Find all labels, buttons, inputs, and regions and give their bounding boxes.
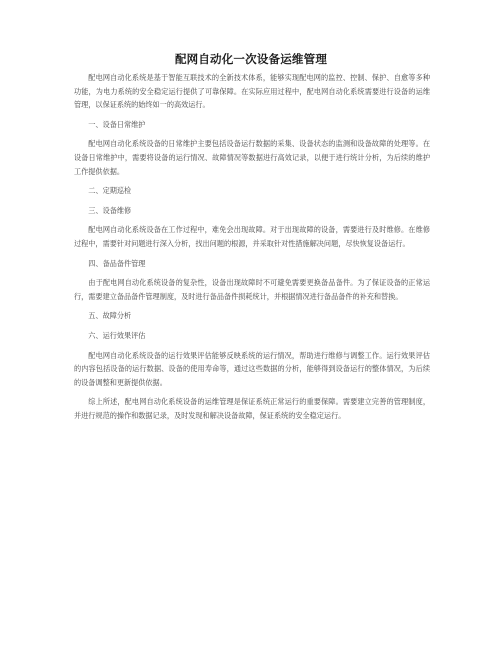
repair-paragraph: 配电网自动化系统设备在工作过程中，难免会出现故障。对于出现故障的设备，需要进行及时维修。在维修过程中，需要针对问题进行深入分析，找出问题的根源，并采取针对性措施解决问题，尽快恢复设备运行。: [74, 225, 430, 248]
section-heading-daily-maintenance: 一、设备日常维护: [88, 119, 146, 129]
section-heading-repair: 三、设备维修: [88, 205, 132, 215]
section-heading-periodic-inspection: 二、定期巡检: [88, 186, 132, 196]
performance-evaluation-paragraph: 配电网自动化系统设备的运行效果评估能够反映系统的运行情况，帮助进行维修与调整工作。运行效果评估的内容包括设备的运行数据、设备的使用寿命等，通过这些数据的分析，能够得到设备运行的整体情况，为后续的设备调整和更新提供依据。: [74, 350, 430, 387]
document-title: 配网自动化一次设备运维管理: [174, 52, 328, 66]
section-heading-spare-parts: 四、备品备件管理: [88, 258, 146, 268]
section-heading-fault-analysis: 五、故障分析: [88, 311, 132, 321]
section-heading-performance-evaluation: 六、运行效果评估: [88, 330, 146, 340]
daily-maintenance-paragraph: 配电网自动化系统设备的日常维护主要包括设备运行数据的采集、设备状态的监测和设备故障的处理等。在设备日常维护中，需要将设备的运行情况、故障情况等数据进行高效记录，以便于进行统计分析，为后续的维护工作提供依据。: [74, 139, 430, 176]
conclusion-paragraph: 综上所述，配电网自动化系统设备的运维管理是保证系统正常运行的重要保障。需要建立完善的管理制度，并进行规范的操作和数据记录，及时发现和解决设备故障，保证系统的安全稳定运行。: [74, 397, 430, 420]
intro-paragraph: 配电网自动化系统是基于智能互联技术的全新技术体系，能够实现配电网的监控、控制、保护、自愈等多种功能，为电力系统的安全稳定运行提供了可靠保障。在实际应用过程中，配电网自动化系统需要进行设备的运维管理，以保证系统的始终如一的高效运行。: [74, 73, 430, 110]
document-body: [74, 71, 430, 428]
spare-parts-paragraph: 由于配电网自动化系统设备的复杂性，设备出现故障时不可避免需要更换备品备件。为了保证设备的正常运行，需要建立备品备件管理制度，及时进行备品备件损耗统计，并根据情况进行备品备件的补充和替换。: [74, 278, 430, 301]
